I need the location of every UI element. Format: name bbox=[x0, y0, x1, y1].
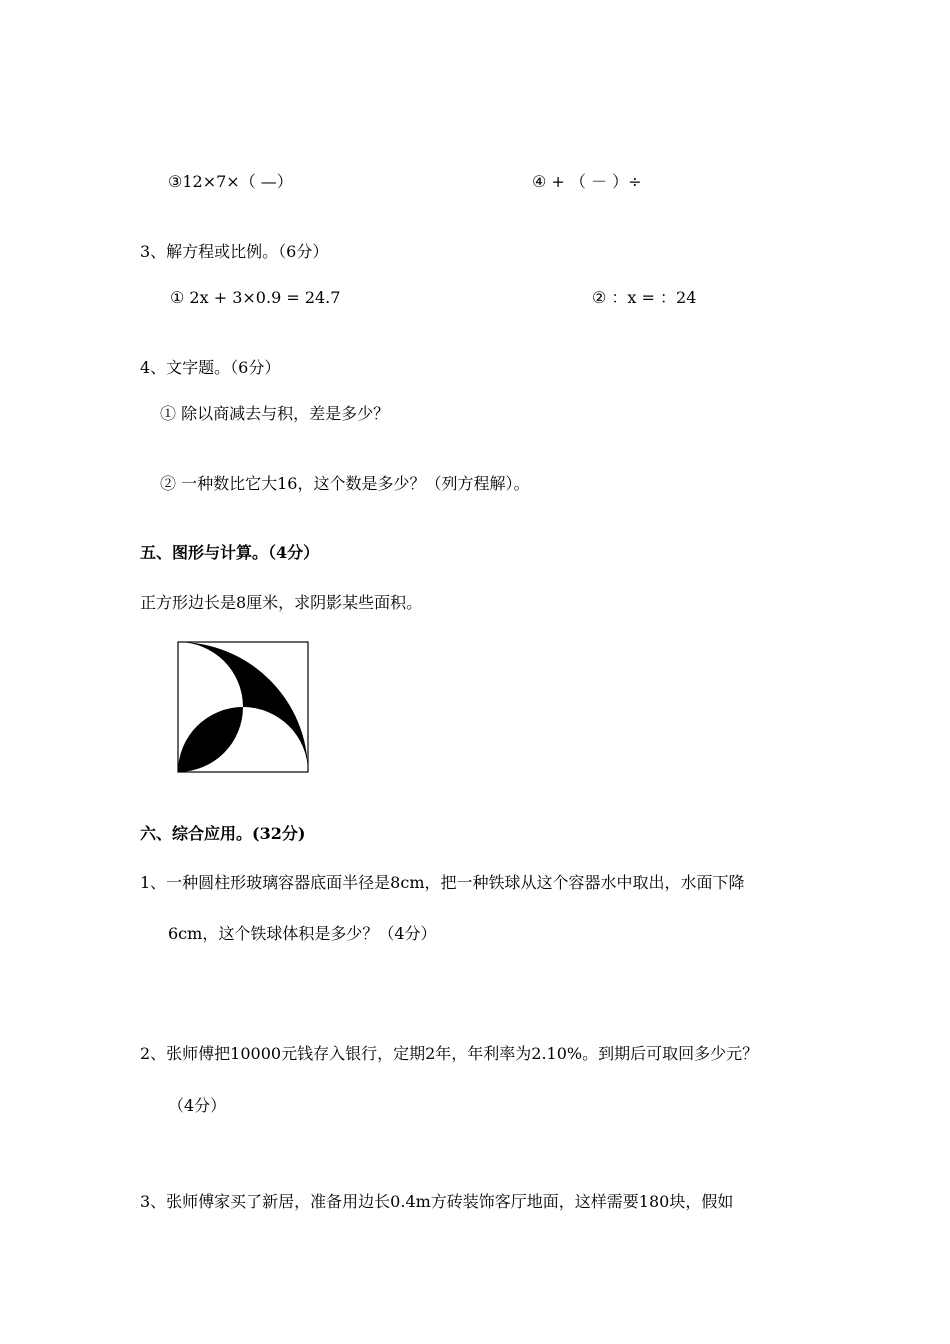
equations-heading: 3、解方程或比例。（6分） bbox=[140, 242, 329, 261]
section-6-q1-line1: 1、一种圆柱形玻璃容器底面半径是8cm，把一种铁球从这个容器水中取出，水面下降 bbox=[140, 873, 745, 892]
section-6-q2-line1: 2、张师傅把10000元钱存入银行，定期2年，年利率为2.10%。到期后可取回多少元？ bbox=[140, 1044, 759, 1063]
section-6-heading: 六、综合应用。(32分) bbox=[140, 824, 306, 843]
section-5-prompt: 正方形边长是8厘米，求阴影某些面积。 bbox=[140, 593, 423, 612]
section-6-q1-line2: 6cm，这个铁球体积是多少？（4分） bbox=[168, 924, 437, 943]
calc-item-3: ③12×7×（ —） bbox=[168, 172, 293, 191]
calc-item-4: ④ + （ － ）÷ bbox=[532, 172, 642, 191]
word-problem-1: ① 除以商减去与积，差是多少？ bbox=[160, 404, 390, 423]
section-6-q3-line1: 3、张师傅家买了新居，准备用边长0.4m方砖装饰客厅地面，这样需要180块，假如 bbox=[140, 1192, 734, 1211]
equation-2: ② ：x = ：24 bbox=[592, 288, 697, 307]
word-problems-heading: 4、文字题。（6分） bbox=[140, 358, 281, 377]
equation-1: ① 2x + 3×0.9 = 24.7 bbox=[170, 288, 341, 307]
shaded-square-figure bbox=[176, 640, 312, 780]
section-6-q2-line2: （4分） bbox=[168, 1096, 227, 1115]
section-5-heading: 五、图形与计算。（4分） bbox=[140, 543, 320, 562]
word-problem-2: ② 一种数比它大16，这个数是多少？（列方程解）。 bbox=[160, 474, 530, 493]
